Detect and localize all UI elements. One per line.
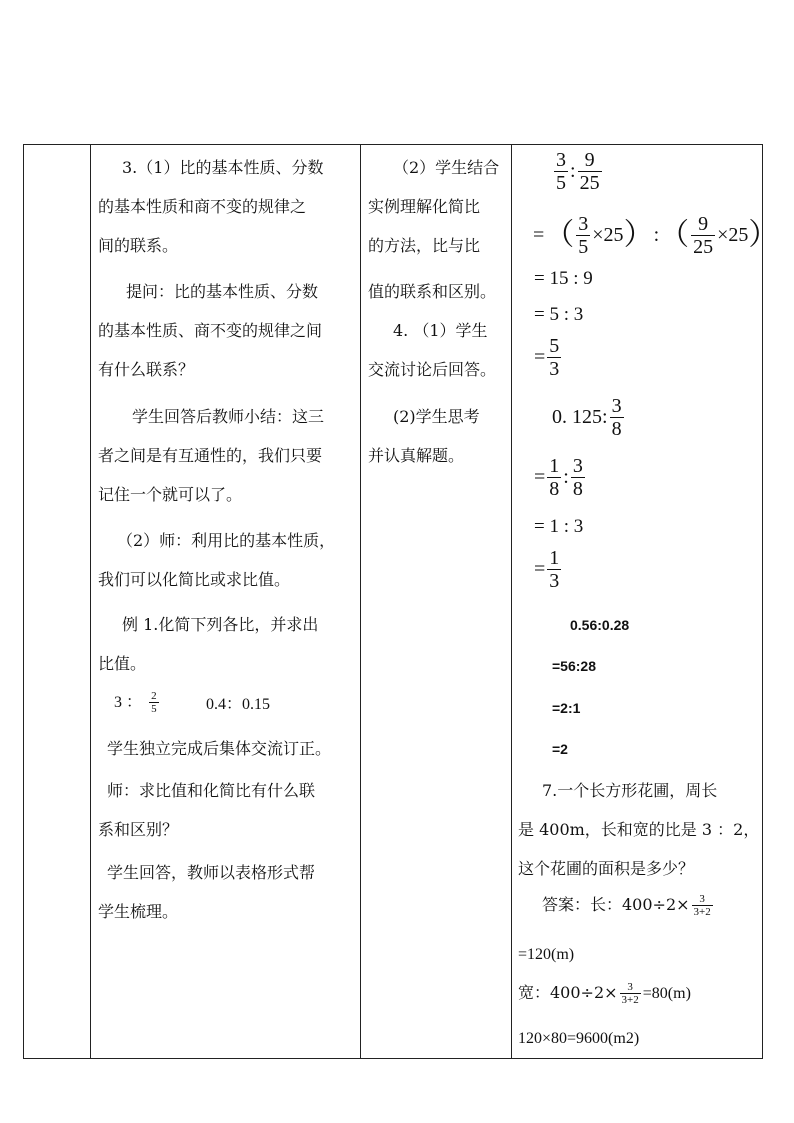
ratio-step: 0.56:0.28: [570, 617, 630, 633]
text-line: 比值。: [98, 654, 147, 673]
text-line: 并认真解题。: [368, 446, 465, 465]
ratio-step: = 1 : 3: [534, 516, 584, 537]
text-line: 提问：比的基本性质、分数: [126, 282, 319, 301]
ratio-step: =56:28: [552, 658, 596, 674]
answer-line: 宽：400÷2× $\frac{3}{3+2}$ =80(m): [518, 981, 691, 1006]
text-line: 者之间是有互通性的，我们只要: [98, 446, 323, 465]
text-line: （2）师：利用比的基本性质，: [117, 531, 336, 550]
fraction: $\frac{3}{5}$: [556, 149, 566, 194]
fraction: $\frac{3}{8}$: [572, 455, 583, 500]
fraction: $\frac{3}{5}$: [578, 213, 589, 258]
text-line: 的方法，比与比: [368, 236, 481, 255]
fraction: $\frac{3}{3+2}$: [621, 981, 639, 1006]
text-line: 的基本性质和商不变的规律之: [98, 197, 307, 216]
ratio-step: =2:1: [552, 700, 581, 716]
text-line: 师：求比值和化简比有什么联: [107, 781, 316, 800]
text-line: 学生梳理。: [98, 902, 179, 921]
fraction: $\frac{2}{5}$: [151, 690, 157, 715]
ratio-expression: 0. 125: $\frac{3}{8}$: [552, 395, 622, 440]
fraction: $\frac{5}{3}$: [549, 335, 560, 380]
text-line: 学生独立完成后集体交流订正。: [107, 739, 332, 758]
text-line: 系和区别？: [98, 820, 179, 839]
text-line: 值的联系和区别。: [368, 282, 497, 301]
text-line: 3.（1）比的基本性质、分数: [122, 158, 324, 177]
question-line: 这个花圃的面积是多少？: [518, 859, 695, 878]
text-line: 4. （1）学生: [393, 321, 488, 340]
ratio-value: = $\frac{5}{3}$: [534, 335, 560, 380]
teacher-activity-column: [91, 145, 359, 1058]
ratio-expression: $\frac{3}{5}$ : $\frac{9}{25}$: [556, 149, 600, 194]
example-ratio-2: 0.4：0.15: [206, 696, 271, 713]
ratio-step: = 5 : 3: [534, 304, 584, 325]
fraction: $\frac{1}{3}$: [549, 547, 560, 592]
ratio-value: = $\frac{1}{3}$: [534, 547, 560, 592]
text-line: 学生回答后教师小结：这三: [132, 407, 325, 426]
text-line: 的基本性质、商不变的规律之间: [98, 321, 323, 340]
fraction: $\frac{3}{8}$: [611, 395, 622, 440]
example-ratio-1: 3 ： $\frac{2}{5}$: [114, 690, 157, 715]
text-line: 学生回答，教师以表格形式帮: [107, 863, 316, 882]
text-line: （2）学生结合: [393, 158, 500, 177]
answer-line: =120(m): [518, 946, 575, 963]
lesson-table: [23, 144, 779, 1059]
ratio-step: = 15 : 9: [534, 268, 593, 289]
text-line: 间的联系。: [98, 236, 179, 255]
question-line: 是 400m，长和宽的比是 3 ：2，: [518, 820, 760, 839]
ratio-step: =（ $\frac{3}{5}$ ×25）:（ $\frac{9}{25}$ ×25）: [533, 213, 779, 258]
text-line: 实例理解化简比: [368, 197, 481, 216]
text-line: (2)学生思考: [393, 407, 480, 426]
question-line: 7.一个长方形花圃，周长: [542, 781, 718, 800]
text-line: 例 1.化简下列各比，并求出: [122, 615, 319, 634]
fraction: $\frac{9}{25}$: [693, 213, 714, 258]
fraction: $\frac{3}{3+2}$: [693, 893, 711, 918]
answer-line: 答案：长：400÷2× $\frac{3}{3+2}$: [542, 893, 711, 918]
fraction: $\frac{9}{25}$: [579, 149, 600, 194]
fraction: $\frac{1}{8}$: [549, 455, 560, 500]
text-line: 记住一个就可以了。: [98, 485, 243, 504]
text-line: 我们可以化简比或求比值。: [98, 570, 291, 589]
text-line: 有什么联系？: [98, 360, 195, 379]
ratio-step: = $\frac{1}{8}$ : $\frac{3}{8}$: [534, 455, 583, 500]
student-activity-column: [361, 145, 511, 1058]
answer-line: 120×80=9600(m2): [518, 1030, 640, 1047]
exercise-column: [512, 145, 779, 1058]
ratio-step: =2: [552, 741, 568, 757]
text-line: 交流讨论后回答。: [368, 360, 497, 379]
